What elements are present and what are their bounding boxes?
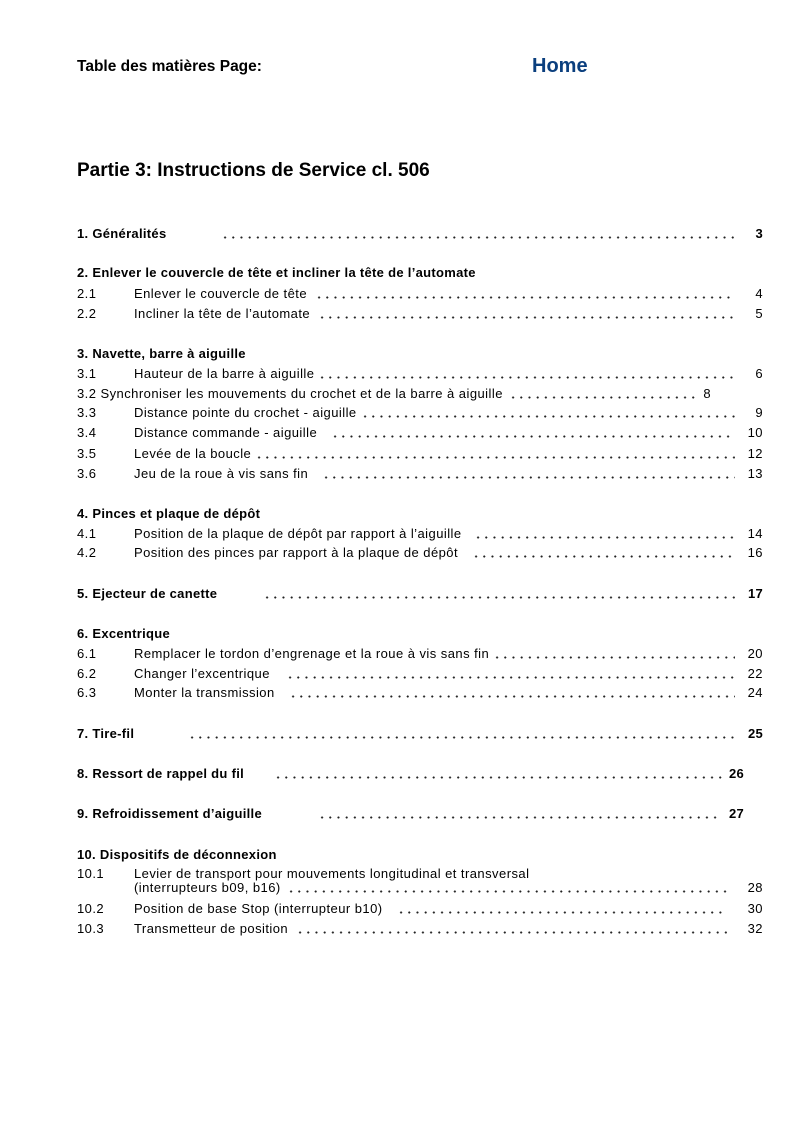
toc-entry-6-3[interactable] — [77, 685, 763, 701]
entry-page: 5 — [755, 306, 763, 321]
part-title: Partie 3: Instructions de Service cl. 506 — [77, 160, 430, 181]
entry-label: Distance commande - aiguille — [134, 425, 318, 440]
entry-label: 7. Tire-fil — [77, 726, 135, 741]
entry-label: Enlever le couvercle de tête — [134, 286, 308, 301]
dot-leader — [287, 890, 727, 893]
entry-number: 3.1 — [77, 366, 97, 381]
entry-label: 8. Ressort de rappel du fil — [77, 766, 245, 781]
entry-page: 14 — [747, 526, 763, 541]
toc-entry-4-2[interactable] — [77, 545, 763, 561]
entry-label: Levier de transport pour mouvements longitudinal et transversal — [134, 866, 530, 881]
entry-label-continued: (interrupteurs b09, b16) — [134, 880, 281, 895]
dot-leader — [361, 415, 735, 418]
entry-label: Position de base Stop (interrupteur b10) — [134, 901, 383, 916]
entry-label: Transmetteur de position — [134, 921, 289, 936]
entry-number: 10.1 — [77, 866, 105, 881]
toc-entry-10-3[interactable] — [77, 921, 763, 937]
dot-leader — [318, 816, 722, 819]
entry-label: 5. Ejecteur de canette — [77, 586, 218, 601]
toc-entry-10-1-continued[interactable] — [134, 880, 763, 896]
entry-label: 3. Navette, barre à aiguille — [77, 346, 246, 361]
entry-label: 4. Pinces et plaque de dépôt — [77, 506, 261, 521]
entry-number: 6.3 — [77, 685, 97, 700]
toc-section-2[interactable] — [77, 265, 763, 281]
dot-leader — [188, 736, 735, 739]
toc-header: Table des matières Page: — [77, 58, 262, 75]
entry-number: 10.3 — [77, 921, 105, 936]
entry-page: 6 — [755, 366, 763, 381]
entry-label: Incliner la tête de l’automate — [134, 306, 311, 321]
entry-label: Levée de la boucle — [134, 446, 252, 461]
toc-entry-3-4[interactable] — [77, 425, 763, 441]
entry-number: 3.6 — [77, 466, 97, 481]
entry-label: 1. Généralités — [77, 226, 167, 241]
toc-entry-2-1[interactable] — [77, 286, 763, 302]
entry-page: 13 — [747, 466, 763, 481]
toc-entry-7[interactable] — [77, 726, 763, 742]
toc-entry-1[interactable] — [77, 226, 763, 242]
dot-leader — [296, 931, 727, 934]
dot-leader — [318, 316, 735, 319]
entry-page: 10 — [747, 425, 763, 440]
dot-leader — [289, 695, 735, 698]
entry-page: 24 — [747, 685, 763, 700]
entry-page: 16 — [747, 545, 763, 560]
entry-label: 9. Refroidissement d’aiguille — [77, 806, 262, 821]
entry-page: 3 — [755, 226, 763, 241]
entry-number: 4.1 — [77, 526, 97, 541]
entry-page: 25 — [747, 726, 763, 741]
toc-entry-6-1[interactable] — [77, 646, 763, 662]
toc-entry-3-1[interactable] — [77, 366, 763, 382]
entry-label: 10. Dispositifs de déconnexion — [77, 847, 277, 862]
dot-leader — [509, 396, 695, 399]
entry-page: 26 — [728, 766, 744, 781]
entry-label: Remplacer le tordon d’engrenage et la roue à vis sans fin — [134, 646, 490, 661]
entry-page: 27 — [728, 806, 744, 821]
entry-number: 10.2 — [77, 901, 105, 916]
entry-label: 6. Excentrique — [77, 626, 171, 641]
toc-entry-5[interactable] — [77, 586, 763, 602]
dot-leader — [331, 435, 735, 438]
entry-page: 32 — [747, 921, 763, 936]
entry-page: 22 — [747, 666, 763, 681]
toc-entry-9[interactable] — [77, 806, 744, 822]
entry-page: 9 — [755, 405, 763, 420]
dot-leader — [318, 376, 735, 379]
entry-label: Changer l’excentrique — [134, 666, 270, 681]
dot-leader — [255, 456, 735, 459]
dot-leader — [397, 911, 727, 914]
dot-leader — [286, 676, 735, 679]
entry-label: Distance pointe du crochet - aiguille — [134, 405, 357, 420]
toc-section-6[interactable] — [77, 626, 763, 642]
dot-leader — [274, 776, 722, 779]
entry-page: 30 — [747, 901, 763, 916]
entry-label: 3.2 Synchroniser les mouvements du crochet et de la barre à aiguille — [77, 386, 503, 401]
home-link[interactable]: Home — [532, 55, 588, 77]
entry-number: 6.2 — [77, 666, 97, 681]
dot-leader — [474, 536, 735, 539]
toc-entry-8[interactable] — [77, 766, 744, 782]
entry-number: 3.5 — [77, 446, 97, 461]
entry-page: 17 — [747, 586, 763, 601]
toc-entry-4-1[interactable] — [77, 526, 763, 542]
entry-label: Jeu de la roue à vis sans fin — [134, 466, 309, 481]
entry-label: Position de la plaque de dépôt par rapport à l’aiguille — [134, 526, 462, 541]
dot-leader — [221, 236, 735, 239]
entry-page: 28 — [747, 880, 763, 895]
entry-page: 12 — [747, 446, 763, 461]
entry-page: 8 — [703, 386, 711, 401]
entry-number: 4.2 — [77, 545, 97, 560]
entry-number: 6.1 — [77, 646, 97, 661]
dot-leader — [322, 476, 735, 479]
entry-page: 20 — [747, 646, 763, 661]
entry-number: 3.3 — [77, 405, 97, 420]
toc-entry-3-3[interactable] — [77, 405, 763, 421]
entry-label: Position des pinces par rapport à la plaque de dépôt — [134, 545, 459, 560]
toc-entry-3-2[interactable] — [77, 386, 711, 402]
entry-label: Monter la transmission — [134, 685, 275, 700]
dot-leader — [263, 596, 735, 599]
toc-entry-3-6[interactable] — [77, 466, 763, 482]
toc-entry-10-2[interactable] — [77, 901, 763, 917]
toc-entry-6-2[interactable] — [77, 666, 763, 682]
toc-entry-3-5[interactable] — [77, 446, 763, 462]
toc-section-3[interactable] — [77, 346, 763, 362]
toc-entry-2-2[interactable] — [77, 306, 763, 322]
entry-label: Hauteur de la barre à aiguille — [134, 366, 315, 381]
dot-leader — [493, 656, 735, 659]
entry-number: 2.2 — [77, 306, 97, 321]
entry-number: 3.4 — [77, 425, 97, 440]
entry-page: 4 — [755, 286, 763, 301]
toc-section-4[interactable] — [77, 506, 763, 522]
dot-leader — [315, 296, 735, 299]
toc-section-10[interactable] — [77, 847, 763, 863]
dot-leader — [472, 555, 735, 558]
entry-number: 2.1 — [77, 286, 97, 301]
entry-label: 2. Enlever le couvercle de tête et incliner la tête de l’automate — [77, 265, 476, 280]
